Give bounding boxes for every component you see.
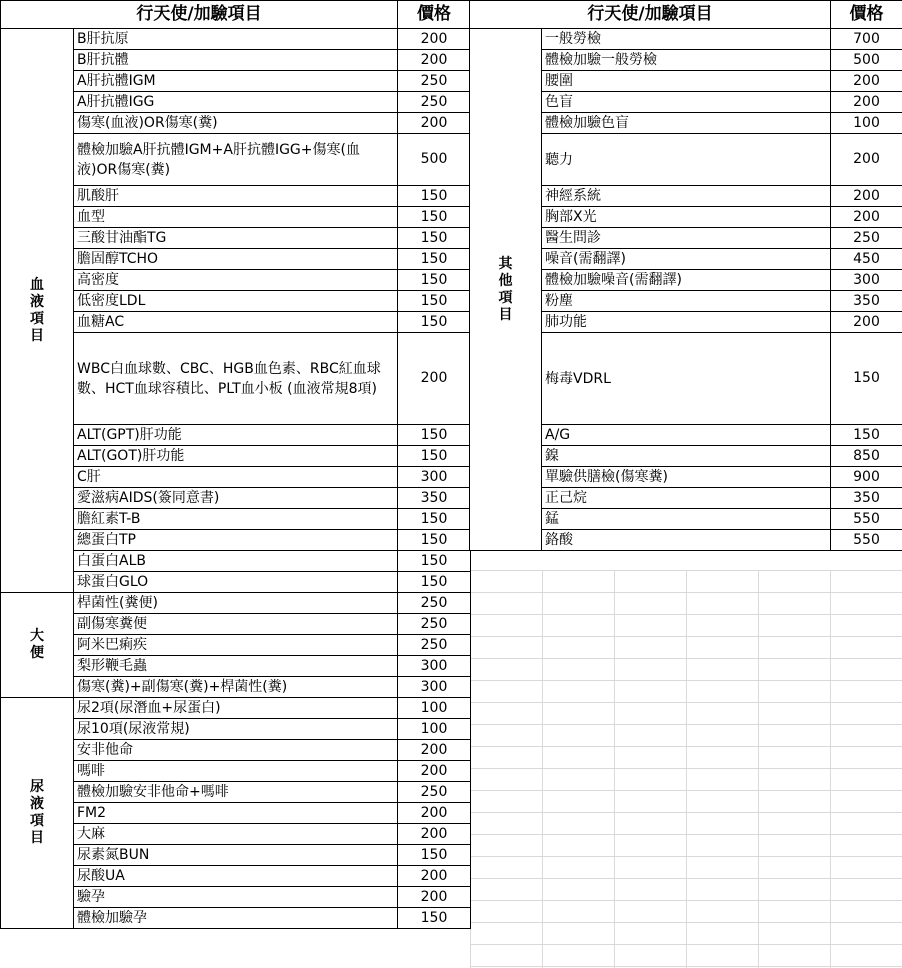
item-cell: 肺功能 [542, 312, 831, 333]
price-cell: 150 [398, 312, 471, 333]
item-cell: B肝抗原 [74, 29, 398, 50]
item-cell: 體檢加驗一般勞檢 [542, 50, 831, 71]
price-cell: 250 [398, 71, 471, 92]
item-cell: 嗎啡 [74, 761, 398, 782]
item-cell: B肝抗體 [74, 50, 398, 71]
item-cell: 膽紅素T-B [74, 509, 398, 530]
price-cell: 200 [831, 71, 902, 92]
item-cell: 聽力 [542, 134, 831, 186]
item-cell: 傷寒(糞)+副傷寒(糞)+桿菌性(糞) [74, 677, 398, 698]
price-cell: 150 [398, 207, 471, 228]
item-cell: 一般勞檢 [542, 29, 831, 50]
price-cell: 250 [831, 228, 902, 249]
price-cell: 250 [398, 92, 471, 113]
price-cell: 200 [398, 113, 471, 134]
category-char: 大 [30, 628, 44, 644]
price-cell: 200 [398, 29, 471, 50]
price-cell: 150 [398, 249, 471, 270]
category-label [1, 29, 74, 593]
left-header-price: 價格 [398, 1, 471, 29]
item-cell: 高密度 [74, 270, 398, 291]
price-cell: 200 [398, 761, 471, 782]
item-cell: 體檢加驗安非他命+嗎啡 [74, 782, 398, 803]
price-cell: 150 [398, 425, 471, 446]
category-char: 項 [30, 813, 44, 829]
item-cell: A肝抗體IGG [74, 92, 398, 113]
category-char: 便 [30, 645, 44, 661]
price-cell: 500 [831, 50, 902, 71]
item-cell: 錳 [542, 509, 831, 530]
item-cell: 尿素氮BUN [74, 845, 398, 866]
price-cell: 200 [398, 50, 471, 71]
item-cell: A/G [542, 425, 831, 446]
item-cell: 醫生問診 [542, 228, 831, 249]
item-cell: 尿酸UA [74, 866, 398, 887]
price-cell: 350 [831, 488, 902, 509]
left-header-item: 行天使/加驗項目 [1, 1, 398, 29]
price-cell: 350 [398, 488, 471, 509]
right-header-price: 價格 [831, 1, 902, 29]
item-cell: 血糖AC [74, 312, 398, 333]
price-cell: 150 [398, 530, 471, 551]
price-cell: 150 [398, 845, 471, 866]
item-cell: 安非他命 [74, 740, 398, 761]
category-char: 尿 [30, 779, 44, 795]
item-cell: 肌酸肝 [74, 186, 398, 207]
price-cell: 300 [398, 467, 471, 488]
price-cell: 200 [831, 134, 902, 186]
item-cell: 體檢加驗A肝抗體IGM+A肝抗體IGG+傷寒(血液)OR傷寒(糞) [74, 134, 398, 186]
price-cell: 450 [831, 249, 902, 270]
price-cell: 200 [398, 803, 471, 824]
price-cell: 350 [831, 291, 902, 312]
table-row [1, 29, 471, 50]
right-price-table [469, 0, 902, 551]
item-cell: 噪音(需翻譯) [542, 249, 831, 270]
item-cell: 單驗供膳檢(傷寒糞) [542, 467, 831, 488]
category-label [1, 593, 74, 698]
item-cell: 胸部X光 [542, 207, 831, 228]
table-row [470, 29, 902, 50]
price-cell: 850 [831, 446, 902, 467]
item-cell: 球蛋白GLO [74, 572, 398, 593]
category-label [470, 29, 542, 551]
category-char: 其 [498, 255, 513, 272]
price-cell: 300 [398, 656, 471, 677]
category-char: 項 [30, 310, 44, 327]
item-cell: 白蛋白ALB [74, 551, 398, 572]
table-row [1, 593, 471, 614]
price-cell: 200 [398, 866, 471, 887]
right-header-item: 行天使/加驗項目 [470, 1, 831, 29]
price-cell: 150 [398, 291, 471, 312]
item-cell: 腰圍 [542, 71, 831, 92]
item-cell: 體檢加驗孕 [74, 908, 398, 929]
price-cell: 150 [398, 446, 471, 467]
item-cell: 尿2項(尿潛血+尿蛋白) [74, 698, 398, 719]
item-cell: 體檢加驗噪音(需翻譯) [542, 270, 831, 291]
item-cell: 神經系統 [542, 186, 831, 207]
category-char: 他 [498, 272, 513, 289]
item-cell: 鉻酸 [542, 530, 831, 551]
price-cell: 150 [398, 509, 471, 530]
price-cell: 300 [831, 270, 902, 291]
item-cell: 梅毒VDRL [542, 333, 831, 425]
empty-spreadsheet-grid [470, 570, 902, 968]
price-cell: 200 [398, 887, 471, 908]
price-cell: 300 [398, 677, 471, 698]
price-cell: 900 [831, 467, 902, 488]
item-cell: 桿菌性(糞便) [74, 593, 398, 614]
price-cell: 200 [831, 207, 902, 228]
item-cell: 膽固醇TCHO [74, 249, 398, 270]
item-cell: 尿10項(尿液常規) [74, 719, 398, 740]
price-cell: 100 [831, 113, 902, 134]
item-cell: 色盲 [542, 92, 831, 113]
price-cell: 100 [398, 719, 471, 740]
item-cell: FM2 [74, 803, 398, 824]
item-cell: 正己烷 [542, 488, 831, 509]
price-cell: 200 [398, 740, 471, 761]
item-cell: A肝抗體IGM [74, 71, 398, 92]
price-cell: 200 [831, 92, 902, 113]
item-cell: 大麻 [74, 824, 398, 845]
item-cell: ALT(GPT)肝功能 [74, 425, 398, 446]
item-cell: 副傷寒糞便 [74, 614, 398, 635]
category-char: 血 [30, 276, 44, 293]
item-cell: 鎳 [542, 446, 831, 467]
price-cell: 200 [831, 186, 902, 207]
price-cell: 250 [398, 614, 471, 635]
item-cell: 體檢加驗色盲 [542, 113, 831, 134]
item-cell: 驗孕 [74, 887, 398, 908]
price-cell: 150 [831, 333, 902, 425]
category-char: 液 [30, 293, 44, 310]
left-header-row [1, 1, 471, 29]
category-char: 目 [498, 306, 513, 323]
price-cell: 200 [398, 333, 471, 425]
price-cell: 150 [398, 572, 471, 593]
item-cell: 阿米巴痢疾 [74, 635, 398, 656]
price-cell: 150 [398, 551, 471, 572]
category-char: 項 [498, 289, 513, 306]
table-row [1, 698, 471, 719]
category-label [1, 698, 74, 929]
item-cell: 梨形鞭毛蟲 [74, 656, 398, 677]
item-cell: 三酸甘油酯TG [74, 228, 398, 249]
price-cell: 550 [831, 509, 902, 530]
item-cell: 低密度LDL [74, 291, 398, 312]
category-char: 目 [30, 830, 44, 846]
item-cell: WBC白血球數、CBC、HGB血色素、RBC紅血球數、HCT血球容積比、PLT血小板 (血液常規8項) [74, 333, 398, 425]
price-cell: 250 [398, 782, 471, 803]
category-char: 液 [30, 796, 44, 812]
price-cell: 250 [398, 593, 471, 614]
item-cell: 傷寒(血液)OR傷寒(糞) [74, 113, 398, 134]
item-cell: 愛滋病AIDS(簽同意書) [74, 488, 398, 509]
price-cell: 700 [831, 29, 902, 50]
price-cell: 100 [398, 698, 471, 719]
price-cell: 550 [831, 530, 902, 551]
price-cell: 500 [398, 134, 471, 186]
price-cell: 200 [398, 824, 471, 845]
category-char: 目 [30, 327, 44, 344]
price-cell: 200 [831, 312, 902, 333]
price-cell: 150 [398, 186, 471, 207]
item-cell: 血型 [74, 207, 398, 228]
item-cell: 粉塵 [542, 291, 831, 312]
item-cell: 總蛋白TP [74, 530, 398, 551]
price-cell: 150 [398, 228, 471, 249]
price-cell: 150 [398, 908, 471, 929]
item-cell: C肝 [74, 467, 398, 488]
price-cell: 250 [398, 635, 471, 656]
price-cell: 150 [398, 270, 471, 291]
item-cell: ALT(GOT)肝功能 [74, 446, 398, 467]
price-cell: 150 [831, 425, 902, 446]
right-header-row [470, 1, 902, 29]
